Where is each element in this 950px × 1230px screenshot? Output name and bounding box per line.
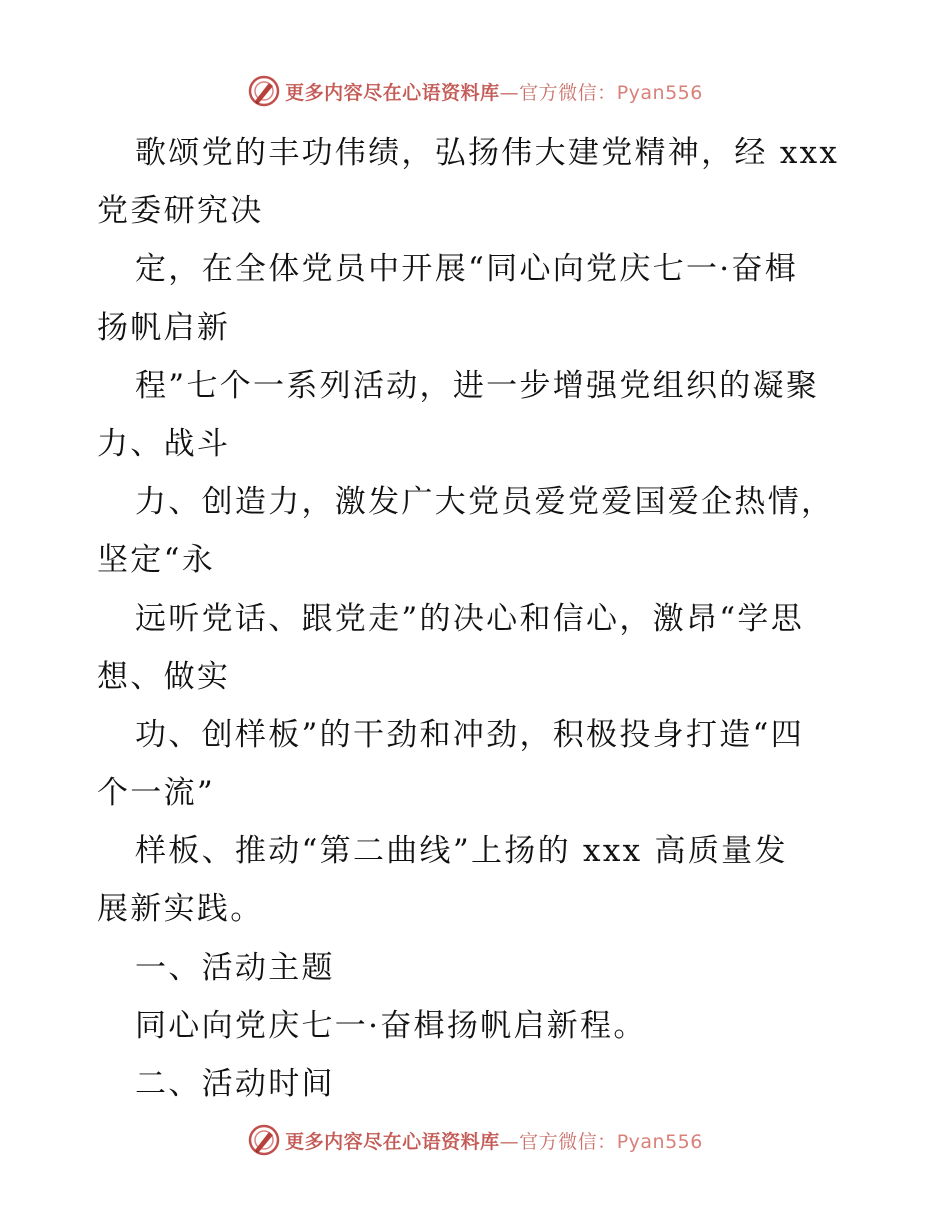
header-watermark xyxy=(0,71,950,111)
watermark-brand: 更多内容尽在心语资料库 xyxy=(285,1130,500,1153)
text-line: 程”七个一系列活动，进一步增强党组织的凝聚 xyxy=(135,367,820,404)
text-line: 一、活动主题 xyxy=(135,949,335,986)
text-line: 扬帆启新 xyxy=(97,309,231,346)
text-line: 样板、推动“第二曲线”上扬的 xxx 高质量发 xyxy=(135,833,788,870)
watermark-text xyxy=(285,78,703,105)
watermark-contact-label: 官方微信： xyxy=(519,81,617,104)
text-line: 力、创造力，激发广大党员爱党爱国爱企热情， xyxy=(135,484,835,521)
text-line: 展新实践。 xyxy=(97,891,264,928)
watermark-separator: — xyxy=(499,1130,520,1153)
watermark-contact-handle: Pyan556 xyxy=(616,1130,703,1153)
watermark-brand: 更多内容尽在心语资料库 xyxy=(285,81,500,104)
document-body xyxy=(97,124,857,1113)
text-line: 远听党话、跟党走”的决心和信心，激昂“学思 xyxy=(135,600,804,637)
pen-logo-icon xyxy=(247,1123,281,1157)
footer-watermark xyxy=(0,1120,950,1160)
text-line: 同心向党庆七一·奋楫扬帆启新程。 xyxy=(135,1007,647,1044)
text-line: 功、创样板”的干劲和冲劲，积极投身打造“四 xyxy=(135,716,804,753)
watermark-contact-label: 官方微信： xyxy=(519,1130,617,1153)
watermark-separator: — xyxy=(499,81,520,104)
text-line: 党委研究决 xyxy=(97,193,264,230)
text-line: 想、做实 xyxy=(97,658,231,695)
watermark-contact-handle: Pyan556 xyxy=(616,81,703,104)
watermark-text xyxy=(285,1127,703,1154)
text-line: 歌颂党的丰功伟绩，弘扬伟大建党精神，经 xxx xyxy=(135,135,840,171)
text-line: 力、战斗 xyxy=(97,425,231,462)
text-line: 定，在全体党员中开展“同心向党庆七一·奋楫 xyxy=(135,251,798,288)
text-line: 坚定“永 xyxy=(97,542,216,579)
text-line: 个一流” xyxy=(97,775,216,812)
pen-logo-icon xyxy=(247,74,281,108)
text-line: 二、活动时间 xyxy=(135,1066,335,1102)
